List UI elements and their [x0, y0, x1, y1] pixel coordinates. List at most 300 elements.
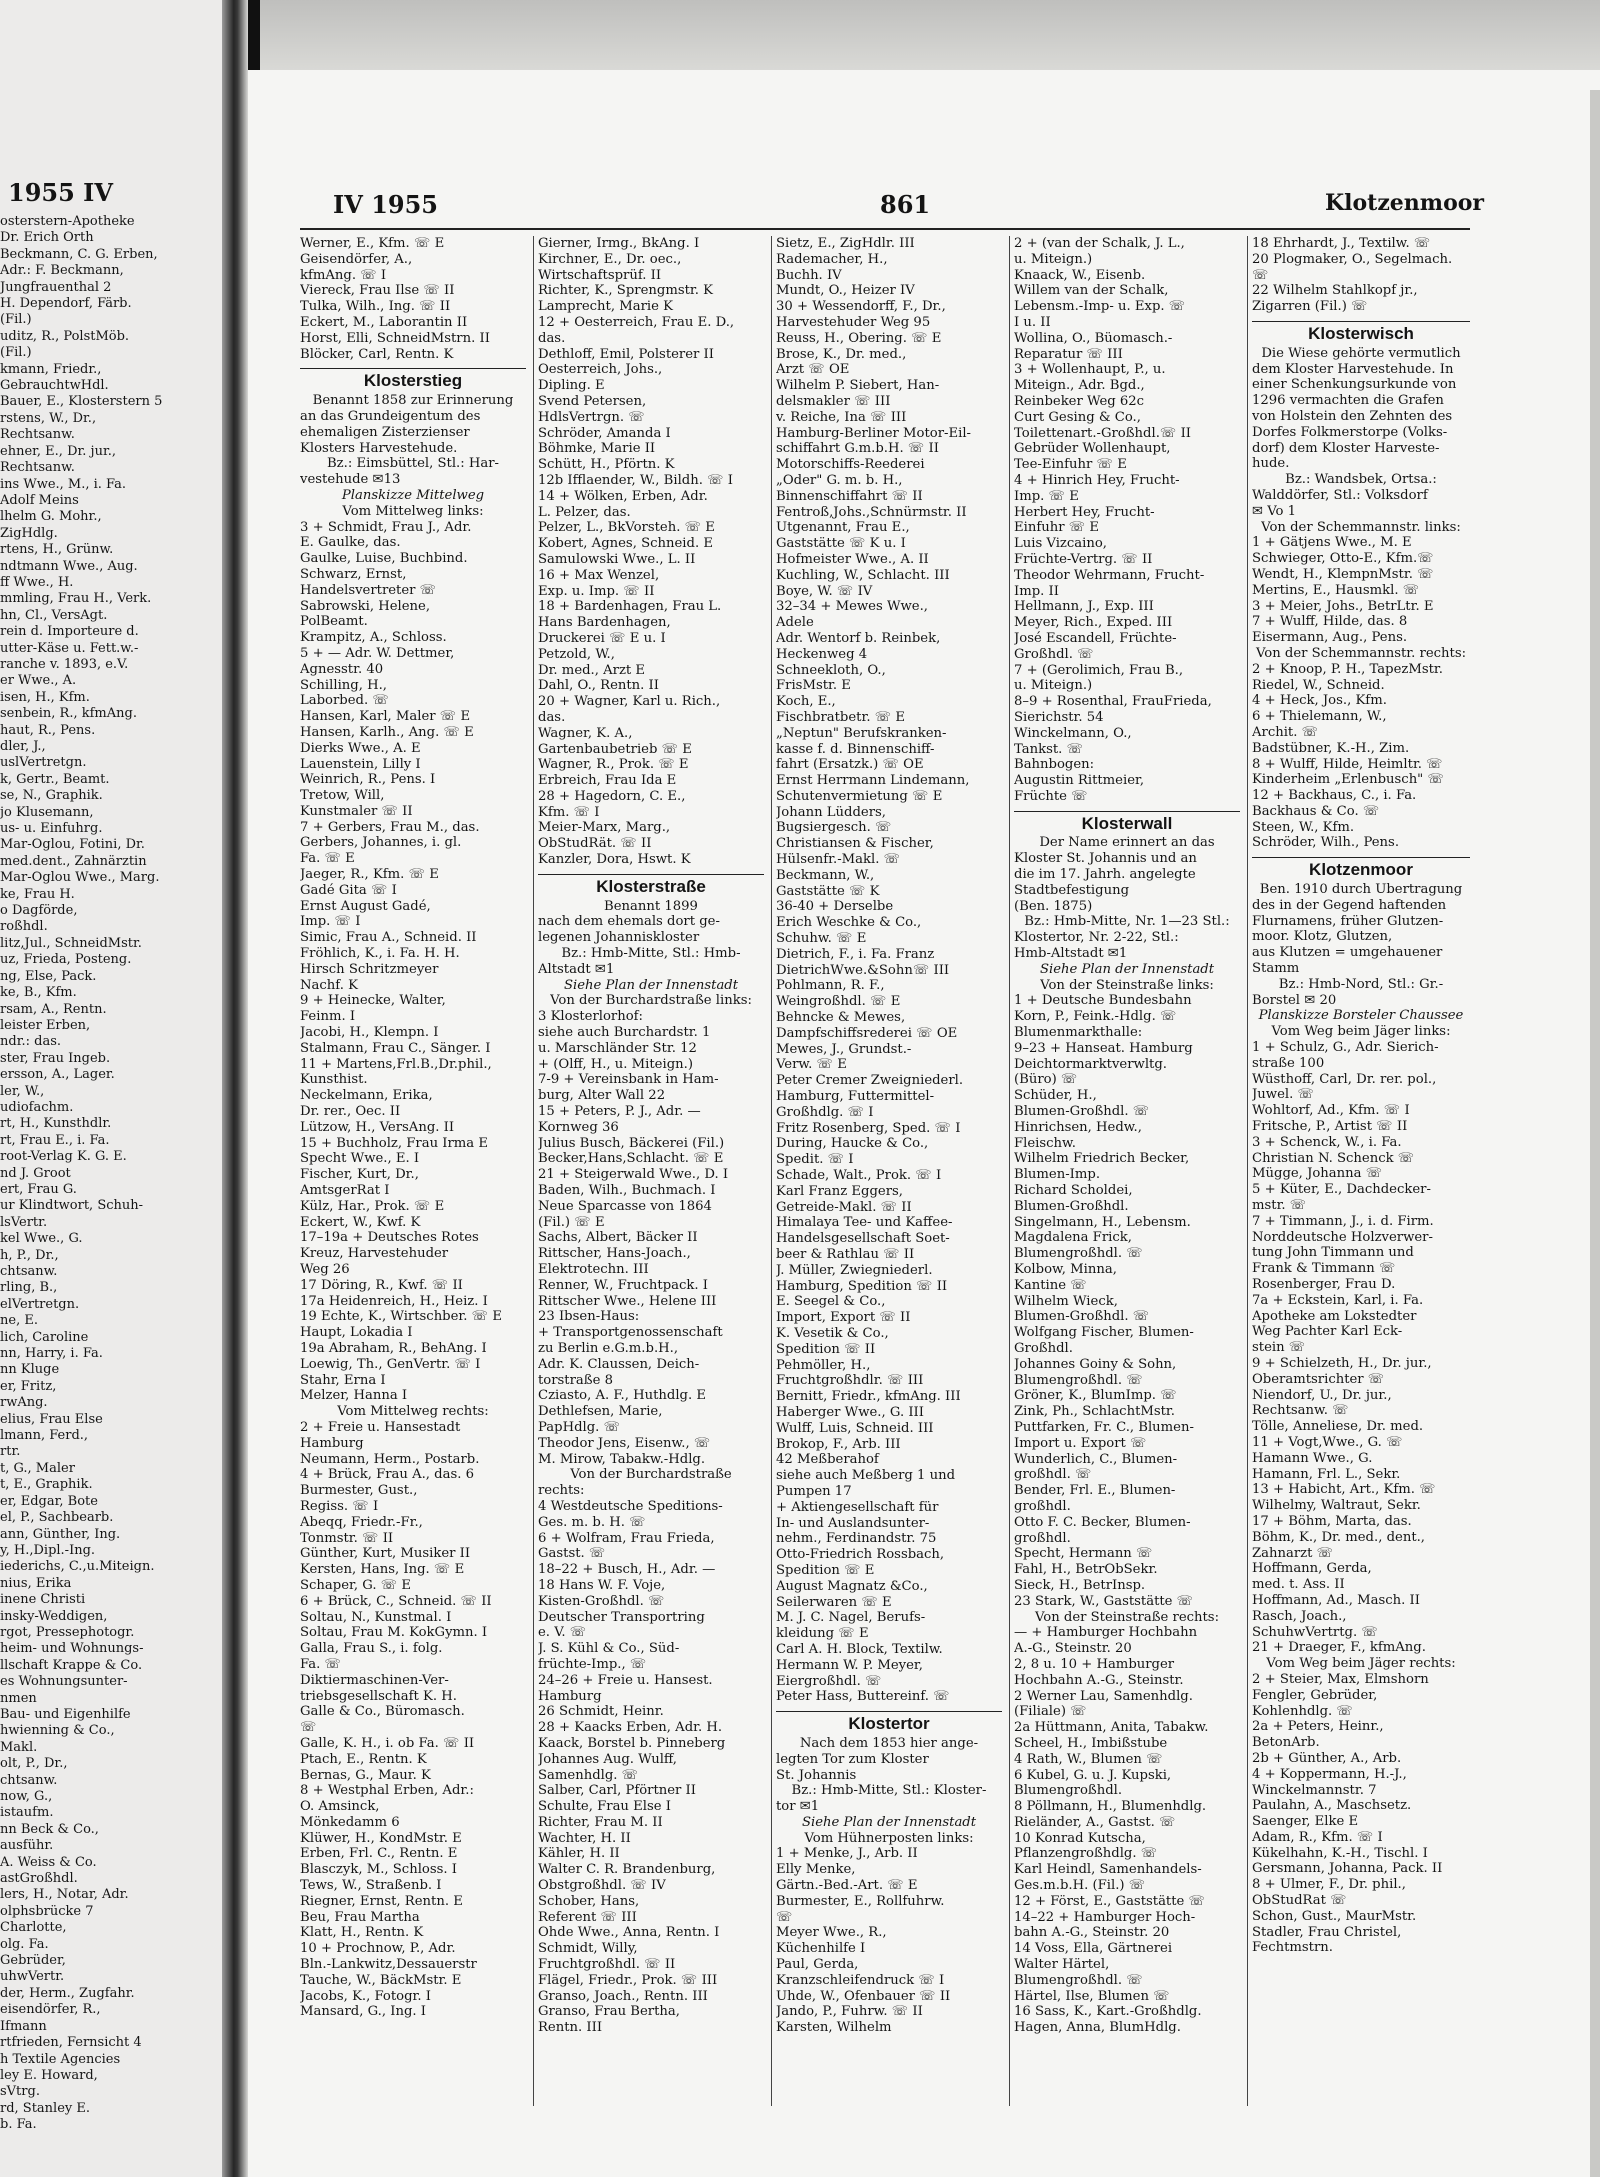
- directory-entry: Neumann, Herm., Postarb.: [300, 1451, 480, 1467]
- directory-entry: 1 + Schulz, G., Adr. Sierich-: [1252, 1040, 1439, 1056]
- directory-entry: tung John Timmann und: [1252, 1245, 1414, 1261]
- directory-entry: Schon, Gust., MaurMstr.: [1252, 1908, 1417, 1924]
- directory-entry: Zigarren (Fil.) ☏: [1252, 299, 1368, 315]
- directory-entry: Hamburg: [300, 1435, 364, 1451]
- directory-entry: fahrt (Ersatzk.) ☏ OE: [776, 757, 924, 773]
- street-info: Bz.: Wandsbek, Ortsa.:: [1285, 472, 1437, 488]
- left-page-line: ke, Frau H.: [0, 886, 75, 902]
- directory-entry: Rasch, Joach.,: [1252, 1608, 1347, 1624]
- directory-entry: 11 + Vogt,Wwe., G. ☏: [1252, 1434, 1403, 1450]
- directory-entry: Imp. ☏ I: [300, 914, 361, 930]
- directory-entry: u. Miteign.): [1014, 678, 1093, 694]
- left-page-line: ne, E.: [0, 1313, 38, 1329]
- left-page-line: inene Christi: [0, 1592, 86, 1608]
- page-header-right: Klotzenmoor: [1325, 190, 1485, 216]
- directory-entry: Blumen-Großhdl. ☏: [1014, 1309, 1150, 1325]
- directory-entry: Blumengroßhdl. ☏: [1014, 1972, 1143, 1988]
- directory-entry: Bugsiergesch. ☏: [776, 820, 892, 836]
- directory-entry: PolBeamt.: [300, 614, 368, 630]
- directory-entry: Burmester, Gust.,: [300, 1483, 418, 1499]
- directory-entry: Schutenvermietung ☏ E: [776, 788, 943, 804]
- directory-entry: Wachter, H. II: [538, 1830, 631, 1846]
- directory-entry: mstr. ☏: [1252, 1198, 1307, 1214]
- page-header-left: IV 1955: [333, 190, 438, 219]
- left-page-line: Jungfrauenthal 2: [0, 279, 112, 295]
- directory-entry: E. Gaulke, das.: [300, 535, 401, 551]
- directory-entry: dorf) dem Kloster Harveste-: [1252, 440, 1440, 456]
- left-page-line: jo Klusemann,: [0, 804, 94, 820]
- directory-entry: Kirchner, E., Dr. oec.,: [538, 251, 682, 267]
- directory-entry: bahn A.-G., Steinstr. 20: [1014, 1925, 1170, 1941]
- directory-entry: SchuhwVertrtg. ☏: [1252, 1624, 1378, 1640]
- directory-entry: Horst, Elli, SchneidMstrn. II: [300, 330, 490, 346]
- left-page-line: o Dagförde,: [0, 903, 78, 919]
- directory-entry: Zink, Ph., SchlachtMstr.: [1014, 1404, 1175, 1420]
- directory-entry: Schwarz, Ernst,: [300, 566, 407, 582]
- directory-entry: Adele: [776, 615, 814, 631]
- directory-entry: Mertins, E., Hausmkl. ☏: [1252, 582, 1420, 598]
- directory-entry: Imp. II: [1014, 583, 1059, 599]
- directory-entry: E. Seegel & Co.,: [776, 1294, 886, 1310]
- directory-entry: Samulowski Wwe., L. II: [538, 551, 696, 567]
- directory-entry: tor ✉1: [776, 1799, 820, 1815]
- directory-entry: (Fil.) ☏ E: [538, 1214, 605, 1230]
- directory-entry: 3 + Schenck, W., i. Fa.: [1252, 1134, 1402, 1150]
- street-info: Von der Steinstraße rechts:: [1034, 1609, 1220, 1625]
- street-info: Vom Weg beim Jäger rechts:: [1266, 1656, 1456, 1672]
- directory-entry: „Neptun" Berufskranken-: [776, 725, 947, 741]
- directory-entry: Tee-Einfuhr ☏ E: [1014, 457, 1127, 473]
- directory-entry: 4 + Koppermann, H.-J.,: [1252, 1766, 1407, 1782]
- directory-entry: Zahnarzt ☏: [1252, 1545, 1334, 1561]
- directory-entry: Meyer, Rich., Exped. III: [1014, 615, 1173, 631]
- directory-entry: vestehude ✉13: [300, 472, 401, 488]
- directory-entry: Galla, Frau S., i. folg.: [300, 1641, 443, 1657]
- directory-entry: Hamburg: [538, 1688, 602, 1704]
- directory-entry: Walddörfer, Stl.: Volksdorf: [1252, 487, 1428, 503]
- directory-entry: 21 + Draeger, F., kfmAng.: [1252, 1640, 1426, 1656]
- directory-entry: Fritz Rosenberg, Sped. ☏ I: [776, 1120, 961, 1136]
- directory-entry: Galle & Co., Büromasch.: [300, 1704, 465, 1720]
- directory-entry: Schilling, H.,: [300, 677, 387, 693]
- street-info: Nach dem 1853 hier ange-: [799, 1735, 979, 1751]
- left-page-line: ff Wwe., H.: [0, 574, 74, 590]
- directory-entry: Behncke & Mewes,: [776, 1010, 906, 1026]
- directory-entry: Ges.m.b.H. (Fil.) ☏: [1014, 1878, 1146, 1894]
- street-heading: Klosterwall: [1014, 811, 1240, 832]
- directory-entry: 18 Hans W. F. Voje,: [538, 1577, 666, 1593]
- directory-entry: Reparatur ☏ III: [1014, 346, 1123, 362]
- directory-entry: 2 + Freie u. Hansestadt: [300, 1419, 461, 1435]
- directory-entry: Wulff, Luis, Schneid. III: [776, 1420, 934, 1436]
- left-page-line: med.dent., Zahnärztin: [0, 853, 147, 869]
- left-page-line: nd J. Groot: [0, 1165, 71, 1181]
- left-page-line: es Wohnungsunter-: [0, 1674, 128, 1690]
- left-page-line: rstens, W., Dr.,: [0, 410, 97, 426]
- directory-entry: Hamann, Frl. L., Sekr.: [1252, 1466, 1401, 1482]
- directory-entry: zu Berlin e.G.m.b.H.,: [538, 1340, 679, 1356]
- directory-entry: Puttfarken, Fr. C., Blumen-: [1014, 1419, 1194, 1435]
- directory-entry: Hamburg, Spedition ☏ II: [776, 1278, 948, 1294]
- directory-entry: Dahl, O., Rentn. II: [538, 678, 659, 694]
- directory-entry: Blumen-Großhdl.: [1014, 1198, 1129, 1214]
- directory-entry: AmtsgerRat I: [300, 1183, 390, 1199]
- directory-entry: Bernas, G., Maur. K: [300, 1767, 431, 1783]
- left-page-line: GebrauchtwHdl.: [0, 378, 109, 394]
- directory-entry: Borstel ✉ 20: [1252, 992, 1337, 1008]
- page-edge: [1590, 90, 1600, 2177]
- directory-entry: Utgenannt, Frau E.,: [776, 520, 910, 536]
- directory-entry: Christiansen & Fischer,: [776, 836, 934, 852]
- left-page-header: 1955 IV: [8, 178, 113, 207]
- directory-entry: Hellmann, J., Exp. III: [1014, 599, 1154, 615]
- directory-entry: Cziasto, A. F., Huthdlg. E: [538, 1388, 706, 1404]
- directory-entry: + Aktiengesellschaft für: [776, 1499, 939, 1515]
- directory-entry: Jando, P., Fuhrw. ☏ II: [776, 2004, 923, 2020]
- left-page-line: y, H.,Dipl.-Ing.: [0, 1542, 96, 1558]
- directory-entry: Laborbed. ☏: [300, 693, 389, 709]
- directory-entry: Hinrichsen, Hedw.,: [1014, 1119, 1142, 1135]
- directory-entry: Schröder, Wilh., Pens.: [1252, 835, 1400, 851]
- directory-entry: Kükelhahn, K.-H., Tischl. I: [1252, 1845, 1428, 1861]
- directory-entry: Großhdl.: [1014, 1340, 1073, 1356]
- directory-entry: Druckerei ☏ E u. I: [538, 630, 666, 646]
- directory-entry: Klüwer, H., KondMstr. E: [300, 1830, 462, 1846]
- directory-entry: J. S. Kühl & Co., Süd-: [538, 1641, 680, 1657]
- directory-entry: Kranzschleifendruck ☏ I: [776, 1972, 945, 1988]
- left-page-line: h, P., Dr.,: [0, 1247, 59, 1263]
- directory-entry: Referent ☏ III: [538, 1909, 637, 1925]
- left-page-line: der, Herm., Zugfahr.: [0, 1985, 135, 2001]
- directory-entry: nach dem ehemals dort ge-: [538, 914, 720, 930]
- directory-entry: Baden, Wilh., Buchmach. I: [538, 1183, 716, 1199]
- left-page-line: ZigHdlg.: [0, 525, 58, 541]
- directory-entry: Külz, Har., Prok. ☏ E: [300, 1198, 445, 1214]
- left-page-line: rt, Frau E., i. Fa.: [0, 1132, 110, 1148]
- directory-entry: Curt Gesing & Co.,: [1014, 409, 1141, 425]
- directory-entry: 17a Heidenreich, H., Heiz. I: [300, 1293, 488, 1309]
- left-page-line: iederichs, C.,u.Miteign.: [0, 1559, 155, 1575]
- left-page-line: (Fil.): [0, 312, 32, 328]
- directory-entry: Abeqq, Friedr.-Fr.,: [300, 1514, 423, 1530]
- directory-entry: Blumen-Großhdl. ☏: [1014, 1104, 1150, 1120]
- directory-entry: BetonArb.: [1252, 1735, 1320, 1751]
- street-heading: Klosterwisch: [1252, 321, 1470, 342]
- left-page-line: hn, Cl., VersAgt.: [0, 607, 108, 623]
- column-1: [300, 236, 526, 2176]
- left-page-line: Dr. Erich Orth: [0, 230, 94, 246]
- directory-entry: 30 + Wessendorff, F., Dr.,: [776, 299, 946, 315]
- directory-entry: Fengler, Gebrüder,: [1252, 1687, 1378, 1703]
- directory-entry: J. Müller, Zwiegniederl.: [776, 1262, 933, 1278]
- left-page-line: er Wwe., A.: [0, 673, 77, 689]
- directory-entry: (Ben. 1875): [1014, 898, 1093, 914]
- left-page-line: ehner, E., Dr. jur.,: [0, 443, 116, 459]
- left-page-line: kel Wwe., G.: [0, 1231, 83, 1247]
- directory-entry: Winckelmann, O.,: [1014, 725, 1132, 741]
- left-page-line: Beckmann, C. G. Erben,: [0, 246, 158, 262]
- directory-entry: Schneekloth, O.,: [776, 662, 886, 678]
- directory-entry: I u. II: [1014, 314, 1051, 330]
- directory-entry: Koch, E.,: [776, 694, 836, 710]
- left-page-line: elius, Frau Else: [0, 1411, 103, 1427]
- directory-entry: kleidung ☏ E: [776, 1626, 869, 1642]
- left-page-line: ndtmann Wwe., Aug.: [0, 558, 138, 574]
- directory-entry: 8 + Westphal Erben, Adr.:: [300, 1783, 474, 1799]
- street-info: Bz.: Hmb-Mitte, Stl.: Kloster-: [791, 1783, 987, 1799]
- directory-entry: Altstadt ✉1: [538, 961, 615, 977]
- directory-entry: Kähler, H. II: [538, 1846, 620, 1862]
- directory-entry: Harvestehuder Weg 95: [776, 314, 931, 330]
- directory-entry: das.: [538, 709, 566, 725]
- directory-entry: Motorschiffs-Reederei: [776, 457, 925, 473]
- directory-entry: Christian N. Schenck ☏: [1252, 1150, 1415, 1166]
- directory-entry: Wagner, K. A.,: [538, 725, 633, 741]
- left-page-line: ert, Frau G.: [0, 1181, 77, 1197]
- left-page-line: Mar-Oglou, Fotini, Dr.: [0, 837, 145, 853]
- left-page-line: ster, Frau Ingeb.: [0, 1050, 111, 1066]
- street-heading: Klosterstieg: [300, 368, 526, 389]
- street-info: Der Name erinnert an das: [1039, 835, 1215, 851]
- directory-entry: Soltau, Frau M. KokGymn. I: [300, 1625, 488, 1641]
- directory-entry: Wilhelm P. Siebert, Han-: [776, 378, 940, 394]
- directory-entry: Dethlefsen, Marie,: [538, 1404, 663, 1420]
- directory-entry: Blumengroßhdl. ☏: [1014, 1246, 1143, 1262]
- directory-entry: (Filiale) ☏: [1014, 1704, 1087, 1720]
- directory-entry: siehe auch Burchardstr. 1: [538, 1025, 711, 1041]
- directory-entry: Oesterreich, Johs.,: [538, 362, 663, 378]
- left-page-line: uz, Frieda, Posteng.: [0, 952, 132, 968]
- directory-entry: 9–23 + Hanseat. Hamburg: [1014, 1040, 1193, 1056]
- directory-entry: Eckert, M., Laborantin II: [300, 314, 468, 330]
- directory-entry: 14 + Wölken, Erben, Adr.: [538, 488, 708, 504]
- directory-entry: Becker,Hans,Schlacht. ☏ E: [538, 1151, 724, 1167]
- directory-entry: Wirtschaftsprüf. II: [538, 267, 662, 283]
- directory-entry: Kantine ☏: [1014, 1277, 1087, 1293]
- street-info: Von der Burchardstraße: [570, 1467, 732, 1483]
- left-page-line: leister Erben,: [0, 1017, 91, 1033]
- left-page-line: osterstern-Apotheke: [0, 214, 135, 229]
- left-page-line: rgot, Pressephotogr.: [0, 1624, 135, 1640]
- map-note: Planskizze Mittelweg: [341, 487, 485, 503]
- directory-entry: Einfuhr ☏ E: [1014, 520, 1100, 536]
- directory-entry: Stadtbefestigung: [1014, 882, 1130, 898]
- directory-entry: Kfm. ☏ I: [538, 804, 600, 820]
- directory-entry: Kolbow, Minna,: [1014, 1262, 1117, 1277]
- directory-entry: Rittscher Wwe., Helene III: [538, 1293, 717, 1309]
- directory-entry: Frank & Timmann ☏: [1252, 1261, 1396, 1277]
- directory-entry: Kersten, Hans, Ing. ☏ E: [300, 1562, 465, 1578]
- directory-entry: Theodor Wehrmann, Frucht-: [1014, 567, 1205, 583]
- directory-entry: Import, Export ☏ II: [776, 1310, 911, 1326]
- directory-entry: Richter, Frau M. II: [538, 1814, 663, 1830]
- left-page-line: root-Verlag K. G. E.: [0, 1149, 127, 1165]
- left-page-line: Adr.: F. Beckmann,: [0, 263, 124, 279]
- directory-entry: 18 + Bardenhagen, Frau L.: [538, 599, 722, 615]
- directory-entry: Dr. med., Arzt E: [538, 662, 646, 678]
- left-page-line: Rechtsanw.: [0, 460, 75, 476]
- directory-entry: Gebrüder Wollenhaupt,: [1014, 441, 1171, 457]
- directory-entry: 14–22 + Hamburger Hoch-: [1014, 1909, 1196, 1925]
- directory-entry: 17–19a + Deutsches Rotes: [300, 1230, 479, 1246]
- directory-entry: Schulte, Frau Else I: [538, 1799, 671, 1815]
- directory-entry: Mönkedamm 6: [300, 1814, 400, 1830]
- directory-entry: Soltau, N., Kunstmal. I: [300, 1609, 452, 1625]
- directory-entry: Miteign., Adr. Bgd.,: [1014, 378, 1145, 394]
- directory-entry: 5 + — Adr. W. Dettmer,: [300, 645, 455, 661]
- directory-entry: 3 Klosterlorhof:: [538, 1009, 643, 1025]
- left-page-line: nmen: [0, 1690, 37, 1706]
- directory-entry: Schade, Walt., Prok. ☏ I: [776, 1168, 942, 1184]
- directory-entry: großhdl.: [1014, 1498, 1071, 1514]
- directory-entry: 19 Echte, K., Wirtschber. ☏ E: [300, 1309, 502, 1325]
- directory-entry: FrisMstr. E: [776, 678, 851, 694]
- directory-entry: Klatt, H., Rentn. K: [300, 1925, 424, 1941]
- directory-entry: 6 + Thielemann, W.,: [1252, 709, 1387, 725]
- street-info: Von der Steinstraße links:: [1040, 977, 1214, 993]
- directory-entry: u. Miteign.): [1014, 251, 1093, 267]
- directory-entry: Deutscher Transportring: [538, 1609, 705, 1625]
- directory-entry: Tretow, Will,: [300, 788, 385, 804]
- directory-entry: ehemaligen Zisterzienser: [300, 424, 470, 440]
- directory-entry: Imp. ☏ E: [1014, 488, 1079, 504]
- directory-entry: Otto F. C. Becker, Blumen-: [1014, 1514, 1191, 1530]
- directory-entry: Blumenmarkthalle:: [1014, 1025, 1143, 1041]
- directory-entry: Paul, Gerda,: [776, 1957, 859, 1973]
- directory-entry: 8 + Ulmer, F., Dr. phil.,: [1252, 1877, 1406, 1893]
- directory-entry: Steen, W., Kfm.: [1252, 819, 1355, 835]
- left-page-line: el, P., Sachbearb.: [0, 1510, 114, 1526]
- directory-entry: Sabrowski, Helene,: [300, 598, 431, 614]
- left-page-line: lsVertr.: [0, 1214, 48, 1230]
- directory-entry: Reuss, H., Obering. ☏ E: [776, 330, 942, 346]
- directory-entry: Brose, K., Dr. med.,: [776, 346, 907, 362]
- directory-entry: Backhaus & Co. ☏: [1252, 803, 1380, 819]
- directory-entry: Fentroß,Johs.,Schnürmstr. II: [776, 504, 967, 520]
- directory-entry: 22 Wilhelm Stahlkopf jr.,: [1252, 283, 1418, 299]
- directory-entry: Härtel, Ilse, Blumen ☏: [1014, 1988, 1170, 2004]
- directory-entry: 18–22 + Busch, H., Adr. —: [538, 1562, 716, 1578]
- street-info: Vom Mittelweg links:: [342, 503, 484, 519]
- directory-entry: Schüder, H.,: [1014, 1088, 1097, 1104]
- directory-entry: M. J. C. Nagel, Berufs-: [776, 1610, 926, 1626]
- directory-entry: Diktiermaschinen-Ver-: [300, 1672, 449, 1688]
- left-page-line: uhwVertr.: [0, 1969, 65, 1985]
- directory-entry: Flägel, Friedr., Prok. ☏ III: [538, 1972, 718, 1988]
- directory-entry: Erbreich, Frau Ida E: [538, 773, 677, 789]
- left-page-line: b. Fa.: [0, 2117, 37, 2133]
- directory-entry: 1 + Deutsche Bundesbahn: [1014, 993, 1192, 1009]
- directory-entry: Dampfschiffsrederei ☏ OE: [776, 1025, 958, 1041]
- directory-entry: Arzt ☏ OE: [776, 362, 850, 378]
- directory-entry: Gaststätte ☏ K: [776, 883, 880, 899]
- left-page-line: ley E. Howard,: [0, 2067, 98, 2083]
- directory-entry: Mansard, G., Ing. I: [300, 2004, 426, 2020]
- directory-entry: Adr. K. Claussen, Deich-: [538, 1356, 700, 1372]
- directory-entry: Gersmann, Johanna, Pack. II: [1252, 1861, 1443, 1877]
- directory-entry: Neue Sparcasse von 1864: [538, 1198, 712, 1214]
- directory-entry: med. t. Ass. II: [1252, 1577, 1345, 1593]
- left-page-line: rtfrieden, Fernsicht 4: [0, 2035, 142, 2051]
- directory-entry: Neckelmann, Erika,: [300, 1088, 433, 1104]
- directory-entry: Magdalena Frick,: [1014, 1230, 1132, 1246]
- left-page-line: Ifmann: [0, 2018, 47, 2034]
- directory-entry: Kinderheim „Erlenbusch" ☏: [1252, 772, 1444, 788]
- directory-entry: 7 + Timmann, J., i. d. Firm.: [1252, 1213, 1434, 1229]
- directory-entry: Import u. Export ☏: [1014, 1435, 1147, 1451]
- directory-entry: Svend Petersen,: [538, 393, 647, 409]
- directory-entry: einer Schenkungsurkunde von: [1252, 377, 1457, 393]
- directory-entry: 7-9 + Vereinsbank in Ham-: [538, 1072, 719, 1088]
- left-page-line: ler, W.,: [0, 1083, 45, 1099]
- directory-entry: ☏: [300, 1720, 317, 1736]
- left-page-line: ke, B., Kfm.: [0, 985, 77, 1001]
- column-3: [776, 236, 1002, 2176]
- directory-entry: 7 + Wulff, Hilde, das. 8: [1252, 614, 1408, 630]
- directory-entry: Fruchtgroßhdl. ☏ II: [538, 1957, 676, 1973]
- directory-entry: Specht, Hermann ☏: [1014, 1546, 1153, 1562]
- street-heading: Klotzenmoor: [1252, 857, 1470, 878]
- directory-entry: Ernst August Gadé,: [300, 898, 431, 914]
- directory-entry: 12b Ifflaender, W., Bildh. ☏ I: [538, 472, 734, 488]
- left-page-line: lers, H., Notar, Adr.: [0, 1887, 129, 1903]
- directory-entry: 8–9 + Rosenthal, FrauFrieda,: [1014, 694, 1212, 710]
- street-info: Bz.: Hmb-Nord, Stl.: Gr.-: [1278, 976, 1444, 992]
- directory-entry: Fröhlich, K., i. Fa. H. H.: [300, 946, 460, 962]
- left-page-line: ranche v. 1893, e.V.: [0, 656, 129, 672]
- left-page-line: haut, R., Pens.: [0, 722, 96, 738]
- directory-entry: Kohlenhdlg. ☏: [1252, 1703, 1353, 1719]
- directory-entry: des in der Gegend haftenden: [1252, 897, 1447, 913]
- directory-entry: Früchte ☏: [1014, 788, 1088, 804]
- left-page-line: (Fil.): [0, 345, 32, 361]
- directory-entry: Galle, K. H., i. ob Fa. ☏ II: [300, 1735, 475, 1751]
- directory-entry: K. Vesetik & Co.,: [776, 1325, 889, 1341]
- directory-entry: Granso, Frau Bertha,: [538, 2004, 680, 2020]
- directory-entry: 1 + Gätjens Wwe., M. E: [1252, 535, 1412, 551]
- left-page-line: chtsanw.: [0, 1264, 58, 1279]
- directory-entry: ☏: [776, 1909, 793, 1925]
- directory-entry: Viereck, Frau Ilse ☏ II: [300, 283, 455, 299]
- directory-entry: Böhmke, Marie II: [538, 441, 656, 457]
- directory-entry: 9 + Schielzeth, H., Dr. jur.,: [1252, 1355, 1432, 1371]
- directory-entry: Kobert, Agnes, Schneid. E: [538, 536, 713, 552]
- directory-entry: Dethloff, Emil, Polsterer II: [538, 346, 714, 362]
- directory-entry: Fechtmstrn.: [1252, 1940, 1333, 1956]
- directory-entry: ObStudRat ☏: [1252, 1893, 1347, 1909]
- directory-entry: Juwel. ☏: [1252, 1087, 1314, 1103]
- left-page-line: Mar-Oglou Wwe., Marg.: [0, 870, 160, 886]
- directory-entry: Simic, Frau A., Schneid. II: [300, 930, 477, 946]
- left-page-line: Rechtsanw.: [0, 427, 75, 443]
- street-info: Vom Mittelweg rechts:: [337, 1404, 489, 1420]
- directory-entry: 5 + Küter, E., Dachdecker-: [1252, 1182, 1431, 1198]
- directory-entry: 12 + Oesterreich, Frau E. D.,: [538, 314, 735, 330]
- directory-entry: 17 + Böhm, Marta, das.: [1252, 1513, 1412, 1529]
- directory-entry: Rosenberger, Frau D.: [1252, 1277, 1396, 1292]
- directory-entry: 4 + Brück, Frau A., das. 6: [300, 1467, 475, 1483]
- directory-entry: PapHdlg. ☏: [538, 1419, 621, 1435]
- directory-entry: Lebensm.-Imp- u. Exp. ☏: [1014, 299, 1186, 315]
- directory-entry: Kanzler, Dora, Hswt. K: [538, 852, 691, 868]
- directory-entry: Renner, W., Fruchtpack. I: [538, 1277, 708, 1293]
- directory-entry: 24–26 + Freie u. Hansest.: [538, 1672, 713, 1688]
- directory-entry: Kunsthist.: [300, 1072, 368, 1088]
- directory-entry: Dipling. E: [538, 378, 605, 394]
- directory-entry: Riedel, W., Schneid.: [1252, 677, 1385, 693]
- directory-entry: José Escandell, Früchte-: [1014, 630, 1177, 646]
- directory-entry: moor. Klotz, Glutzen,: [1252, 929, 1393, 945]
